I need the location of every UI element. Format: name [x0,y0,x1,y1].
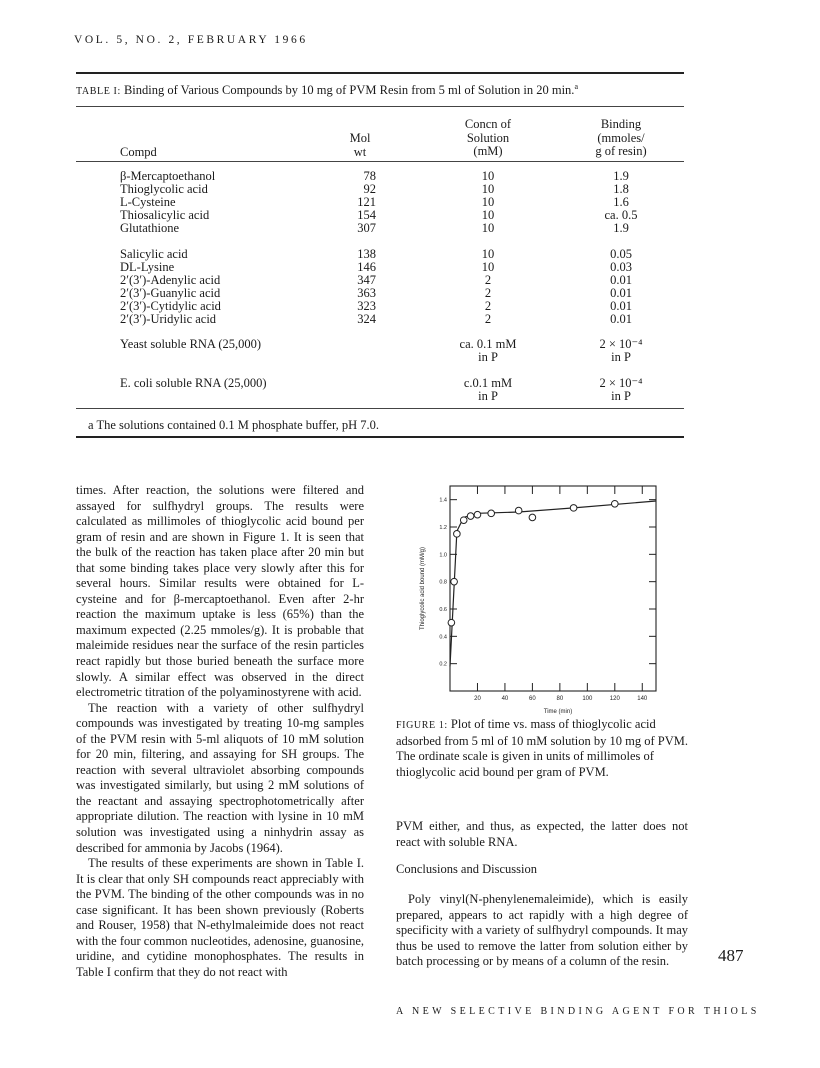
data-point [451,578,458,585]
table-cell: 1.9 [613,169,629,183]
y-tick-label: 1.4 [439,497,447,504]
table-cell: 10 [481,221,495,235]
table-cell: 2 [484,312,492,326]
x-tick-label: 40 [501,696,509,702]
header-concn [448,118,528,159]
x-axis-label: Time (min) [543,709,573,715]
table-cell: β-Mercaptoethanol [120,169,216,183]
running-head: VOL. 5, NO. 2, FEBRUARY 1966 [74,34,308,46]
section-heading: Conclusions and Discussion [396,862,537,876]
table-cell: 0.05 [610,247,632,261]
left-column [76,483,364,981]
header-mol-wt [330,132,390,159]
table-cell: 363 [357,286,376,300]
table-cell: in P [611,350,631,364]
table-cell: ca. 0.5 [604,208,638,222]
table-cell: Thioglycolic acid [120,182,208,196]
table-cell: ca. 0.1 mM [459,337,517,351]
data-point [570,505,577,512]
data-point [467,513,474,520]
y-tick-label: 0.2 [439,661,447,668]
paragraph: The results of these experiments are shown in Table I. It is clear that only SH compounds react appreciably with the PVM. The binding of the other compounds was in no case significant. It has been shown previously (Roberts and Rouser, 1958) that N-ethylmaleimide does not react with the four common nucleotides, adenosine, guanosine, uridine, and cytidine monophosphates. The results in Table I confirm that they do not react with [76,856,364,979]
data-point [612,500,619,507]
running-foot: A NEW SELECTIVE BINDING AGENT FOR THIOLS [396,1006,760,1017]
table-cell: Yeast soluble RNA (25,000) [120,337,262,351]
right-column-para2: Poly vinyl(N-phenylenemaleimide), which is easily prepared, appears to act rapidly with a high degree of specificity with a variety of sulfhydryl compounds. It may thus be used to remove the latter from solution either by batch processing or by means of a column of the resin. [396,892,688,969]
table-cell: 121 [357,195,376,209]
table-cell: 2′(3′)-Uridylic acid [120,312,217,326]
x-tick-label: 100 [582,696,593,702]
table-cell: Salicylic acid [120,247,188,261]
table-cell: 0.01 [610,299,632,313]
table-cell: 2 × 10⁻⁴ [599,337,643,351]
plot-frame [450,486,656,691]
header-concn-line: Solution [466,130,510,145]
header-concn-line: (mM) [473,144,503,158]
table-cell: 2 [484,286,492,300]
table-footnote: a The solutions contained 0.1 M phosphate buffer, pH 7.0. [88,418,380,432]
data-point [529,514,536,521]
y-tick-label: 1.0 [439,552,447,559]
table-cell: in P [478,350,498,364]
figure-1-chart [410,476,690,721]
table-cell: 10 [481,182,495,196]
x-tick-label: 60 [529,696,536,702]
table-bottom-rule [76,408,684,409]
table-cell: 0.01 [610,312,632,326]
table-cell: c.0.1 mM [463,376,513,390]
table-cell: 78 [363,169,376,183]
y-tick-label: 0.6 [439,607,447,613]
table-cell: 0.03 [610,260,632,274]
table-cell: 1.8 [613,182,629,196]
table-cell: 324 [357,312,376,326]
header-concn-line: Concn of [464,117,512,131]
data-point [460,517,467,524]
table-cell: 307 [357,221,376,235]
table-title-mark: a [574,82,578,91]
paragraph: The reaction with a variety of other sulfhydryl compounds was investigated by treating 10-mg samples of the PVM resin with 5-ml aliquots of 10 mM solution for 20 min, filtering, and assaying for SH groups. The reaction with several ultraviolet absorbing compounds was investigated similarly, but using 2 mM solutions of the reactant and assaying spectrophotometrically after appropriate dilution. The reaction with lysine in 10 mM solution was investigated using a ninhydrin assay as described for ammonia by Jacobs (1964). [76,700,364,855]
right-column-para1: PVM either, and thus, as expected, the latter does not react with soluble RNA. [396,819,688,849]
table-cell: 146 [357,260,376,274]
table-cell: 1.6 [613,195,629,209]
data-point [488,510,495,517]
y-tick-label: 0.4 [439,634,447,641]
data-point [448,619,455,626]
table-title: Binding of Various Compounds by 10 mg of PVM Resin from 5 ml of Solution in 20 min. [123,83,575,98]
table-cell: 0.01 [610,273,632,287]
y-tick-label: 1.2 [439,525,447,531]
fit-curve [450,501,656,666]
header-binding-line: (mmoles/ [597,130,645,145]
page-number: 487 [718,946,744,965]
table-header-rule [76,161,684,162]
table-cell: E. coli soluble RNA (25,000) [120,376,267,390]
table-cell: 10 [481,208,495,222]
x-tick-label: 80 [556,696,564,702]
table-cell: 10 [481,195,495,209]
table-cell: 92 [363,182,376,196]
table-cell: 2′(3′)-Cytidylic acid [120,299,221,313]
table-cell: 10 [481,247,495,261]
y-axis-label: Thioglycolic acid bound (mM/g) [420,546,426,631]
table-caption [76,82,684,98]
header-binding-line: Binding [600,117,642,131]
table-cell: 2 [484,299,492,313]
table-cell: 0.01 [610,286,632,300]
table-cell: 2′(3′)-Guanylic acid [120,286,221,300]
table-cell: 323 [357,299,376,313]
paragraph: times. After reaction, the solutions were filtered and assayed for sulfhydryl groups. The results were calculated as millimoles of thioglycolic acid bound per gram of resin and are shown in Figure 1. It is seen that the bulk of the reaction has taken place after 20 min but that some binding takes place very slowly after this for several hours. Similar results were obtained for L-cysteine and for β-mercaptoethanol. Even after 2-hr reaction the maximum uptake is less (65%) than the maximum expected (2.25 mmoles/g). It is probable that maleimide residues near the surface of the resin particles react rapidly but those buried beneath the surface more slowly. A similar effect was observed in the direct electrometric titration of the polyaminostyrene with acid. [76,483,364,700]
data-point [474,511,481,518]
table-cell: 138 [357,247,376,261]
table-cell: 10 [481,169,495,183]
table-cell: in P [478,389,498,403]
table-label: TABLE I: [76,86,121,98]
y-tick-label: 0.8 [439,579,447,586]
x-tick-label: 120 [609,696,620,702]
table-top-rule [76,72,684,74]
table-cell: 347 [357,273,376,287]
x-tick-label: 140 [637,696,648,702]
table-cell: 10 [481,260,495,274]
data-point [454,531,461,538]
table-cell: Thiosalicylic acid [120,208,210,222]
data-point [515,507,522,514]
table-cell: 1.9 [613,221,629,235]
figure-caption [396,717,688,780]
header-compd: Compd [120,145,157,159]
table-cell: Glutathione [120,221,180,235]
table-cell: in P [611,389,631,403]
table-cell: DL-Lysine [120,260,175,274]
table-cell: 2 [484,273,492,287]
table-caption-rule [76,106,684,107]
table-cell: 2′(3′)-Adenylic acid [120,273,221,287]
table-cell: L-Cysteine [120,195,176,209]
header-binding-line: g of resin) [595,144,647,158]
header-mol-wt-line: Mol [349,131,371,145]
header-mol-wt-line: wt [353,144,367,159]
table-end-rule [76,436,684,438]
x-tick-label: 20 [474,696,481,702]
figure-label: FIGURE 1: [396,720,448,731]
table-cell: 154 [357,208,376,222]
figure-caption-text: Plot of time vs. mass of thioglycolic acid adsorbed from 5 ml of 10 mM solution by 10 mg of PVM. The ordinate scale is given in units of millimoles of thioglycolic acid bound per gram of PVM. [396,717,689,779]
table-cell: 2 × 10⁻⁴ [599,376,643,390]
header-binding [566,118,676,159]
